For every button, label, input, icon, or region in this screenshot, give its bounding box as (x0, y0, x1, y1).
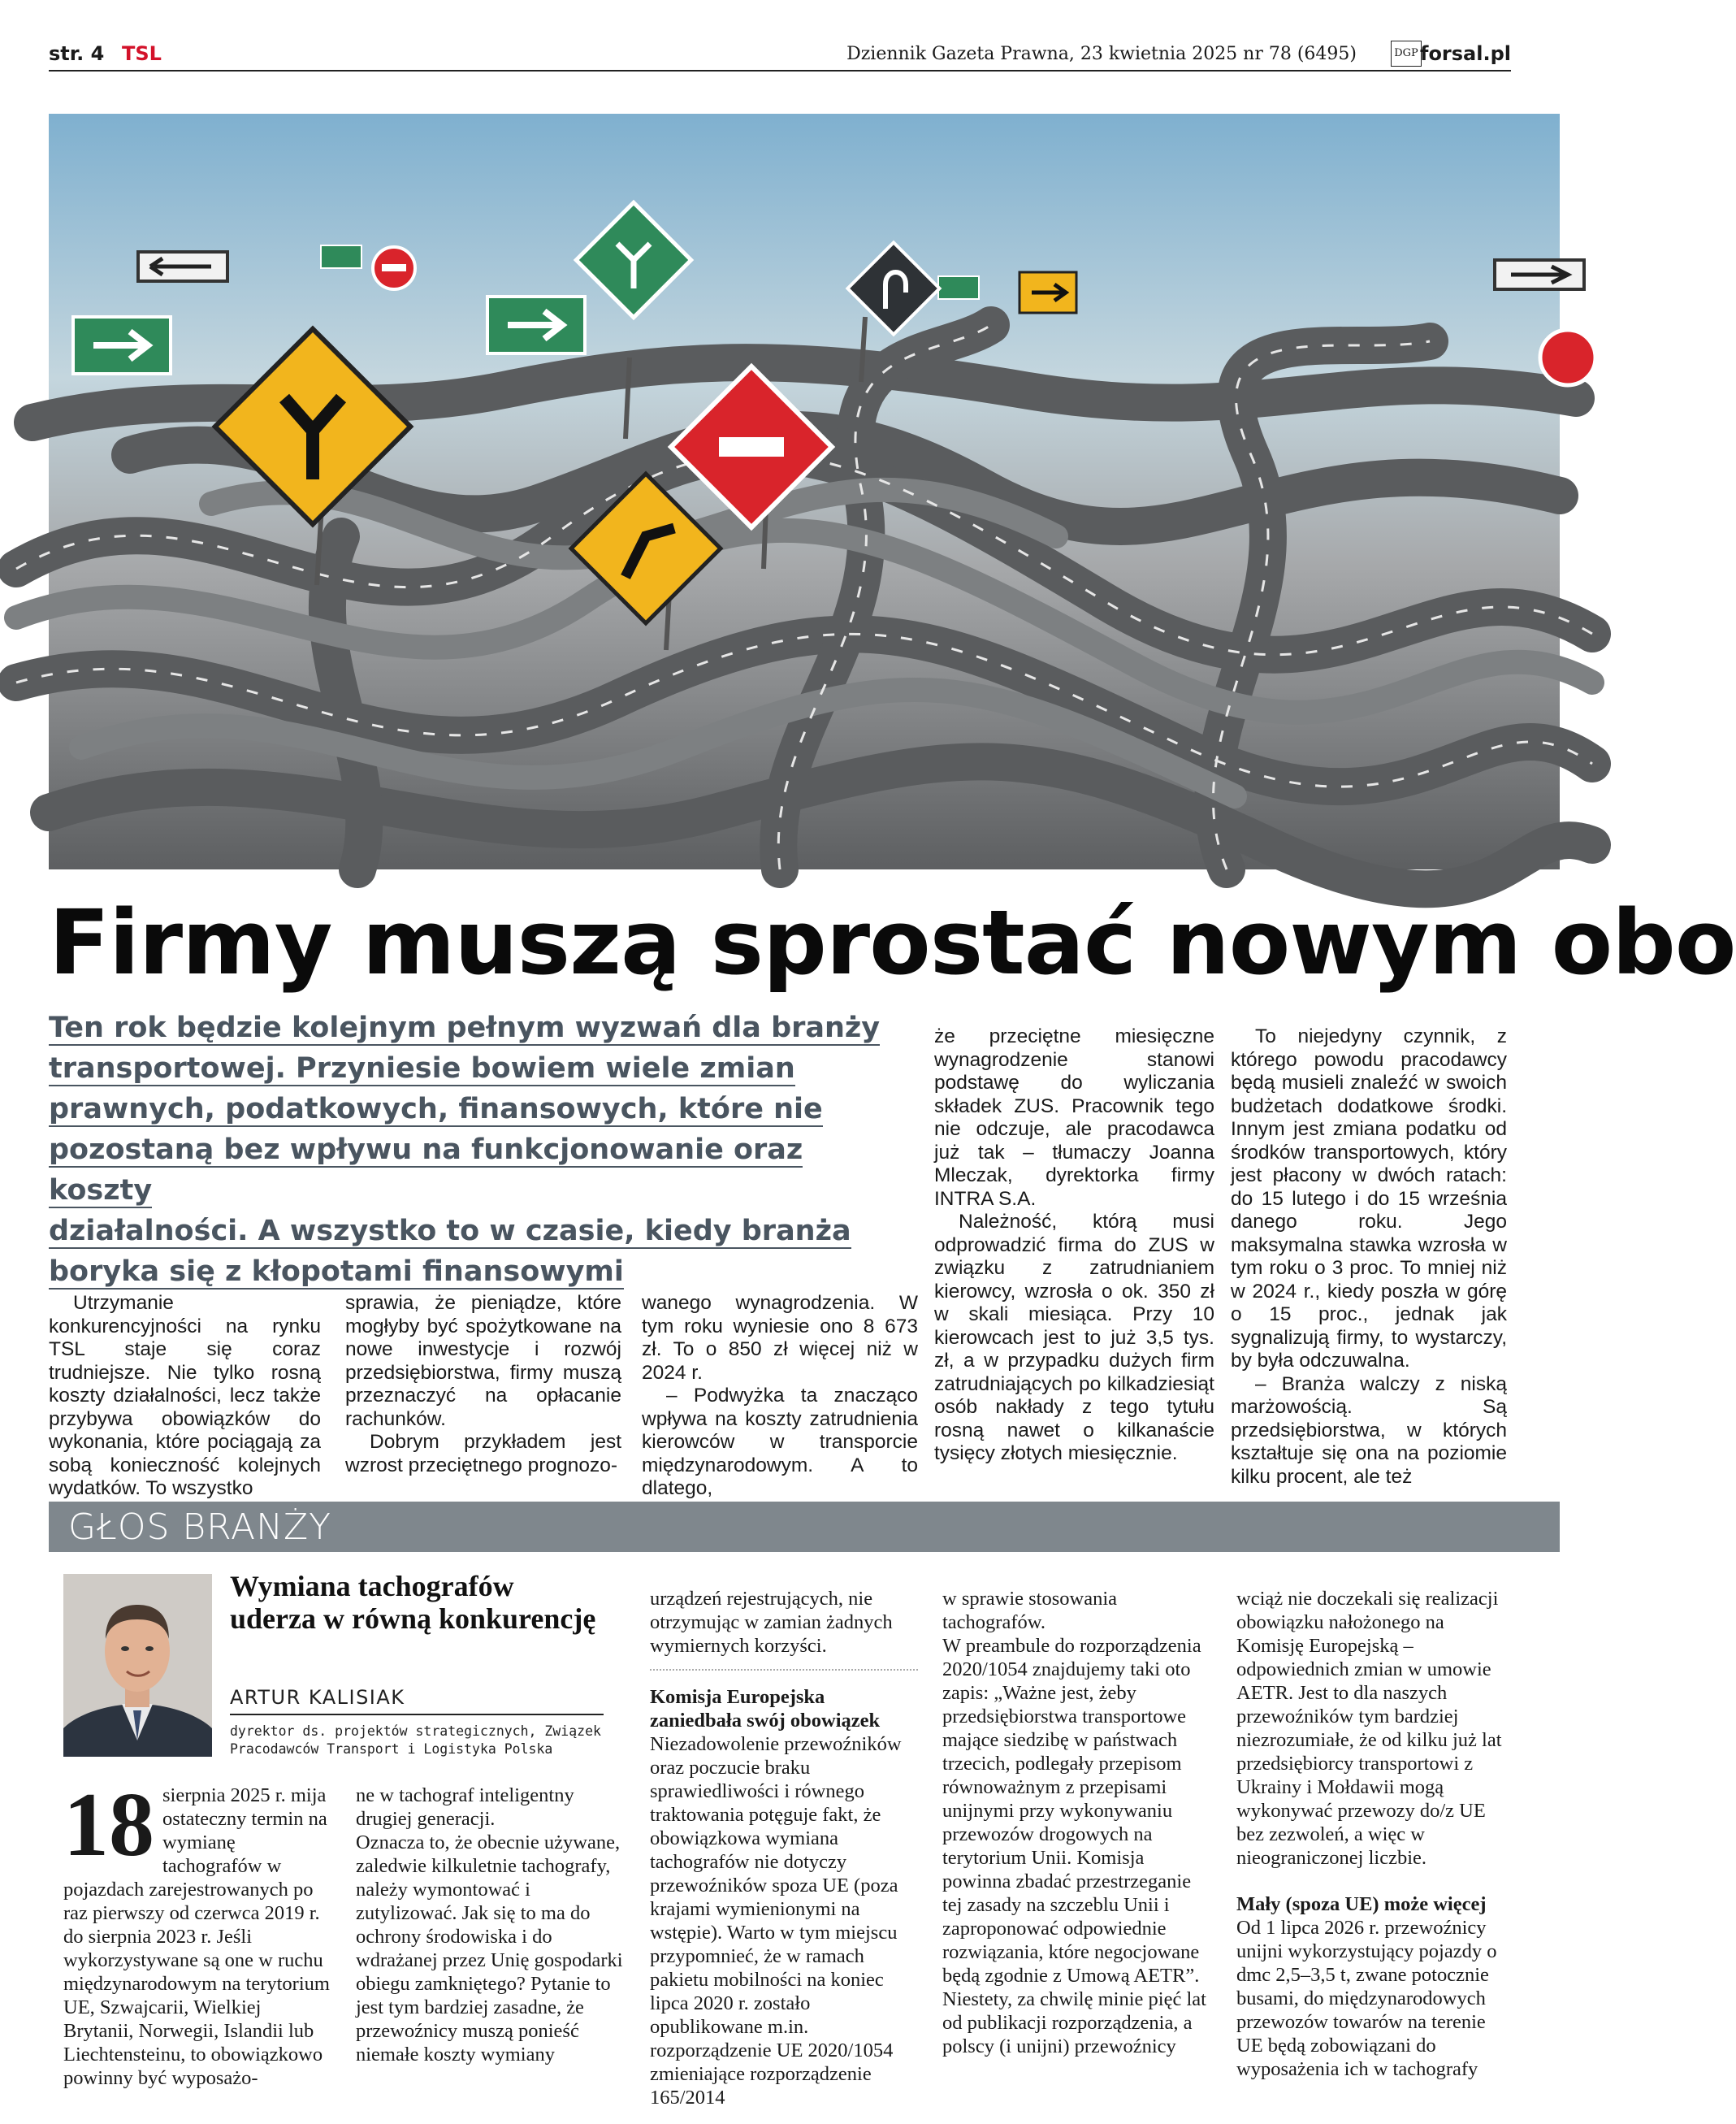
commentary-column-2 (356, 1784, 628, 2066)
lead-line: działalności. A wszystko to w czasie, kiedy branża (49, 1215, 851, 1247)
paragraph: urządzeń rejestrujących, nie otrzymując w zamian żadnych wymiernych korzyści. (650, 1588, 893, 1657)
commentary-column-5 (1236, 1587, 1504, 2081)
page-number: str. 4 (49, 42, 105, 65)
paragraph: Utrzymanie konkurencyjności na rynku TSL staje się coraz trudniejsze. Nie tylko rosną koszty działalności, lecz także przybywa obowiązków do wykonania, które pociągają za sobą konieczność kolejnych wydatków. To wszystko (49, 1292, 321, 1499)
commentary-column-4 (942, 1587, 1210, 2058)
author-role: dyrektor ds. projektów strategicznych, Związek Pracodawców Transport i Logistyka Polska (230, 1723, 601, 1757)
author-name: ARTUR KALISIAK (230, 1686, 604, 1715)
lead-paragraph (49, 1008, 910, 1292)
paragraph: że przeciętne miesięczne wynagrodzenie stanowi podstawę do wyliczania składek ZUS. Pracownik tego nie odczuje, ale pracodawca już tak – tłumaczy Joanna Mleczak, dyrektorka firmy INTRA S.A. (934, 1025, 1214, 1210)
paragraph: – Podwyżka ta znacząco wpływa na koszty zatrudnienia kierowców w transporcie międzynarodowym. A to dlatego, (642, 1385, 918, 1499)
paragraph: Oznacza to, że obecnie używane, zaledwie kilkuletnie tachografy, należy wymontować i zutylizować. Jak się to ma do ochrony środowiska i do wdrażanej przez Unię gospodarki obiegu zamkniętego? Pytanie to jest tym bardziej zasadne, że przewoźnicy muszą ponieść niemałe koszty wymiany (356, 1831, 623, 2065)
article-column-4 (934, 1025, 1214, 1466)
paragraph: wciąż nie doczekali się realizacji obowiązku nałożonego na Komisję Europejską – odpowiednich zmian w umowie AETR. Jest to dla naszych przewoźników tym bardziej niezrozumiałe, że od kilku już lat przedsiębiorcy transportowi z Ukrainy i Mołdawii mogą wykonywać przewozy do/z UE bez zezwoleń, a więc w nieograniczonej liczbie. (1236, 1588, 1502, 1869)
paragraph: w sprawie stosowania tachografów. (942, 1588, 1118, 1633)
paragraph: Dobrym przykładem jest wzrost przeciętnego prognozo- (345, 1431, 621, 1476)
hero-image (49, 114, 1560, 869)
lead-line: prawnych, podatkowych, finansowych, które nie (49, 1093, 823, 1125)
article-column-2 (345, 1292, 621, 1477)
commentary-title: Wymiana tachografów uderza w równą konkurencję (230, 1570, 596, 1635)
lead-line: pozostaną bez wpływu na funkcjonowanie oraz koszty (49, 1134, 803, 1207)
section-name: TSL (122, 42, 162, 65)
paragraph: To niejedyny czynnik, z którego powodu pracodawcy będą musieli znaleźć w swoich budżetach dodatkowe środki. Innym jest zmiana podatku od środków transportowych, który jest płacony w dwóch ratach: do 15 lutego i do 15 września danego roku. Jego maksymalna stawka wzrosła w tym roku o 3 proc. To mniej niż w 2024 r., kiedy poszła w górę o 15 proc., jednak jak sygnalizują firmy, to wystarczy, by była odczuwalna. (1231, 1025, 1507, 1372)
lead-line: transportowej. Przyniesie bowiem wiele zmian (49, 1052, 795, 1085)
paragraph: Niestety, za chwilę minie pięć lat od publikacji rozporządzenia, a polscy (i unijni) przewoźnicy (942, 1988, 1206, 2057)
site-link[interactable]: forsal.pl (1420, 42, 1511, 65)
paragraph: sierpnia 2025 r. mija ostateczny termin na wymianę tachografów w pojazdach zarejestrowanych po raz pierwszy od czerwca 2019 r. do sierpnia 2023 r. Jeśli wykorzystywane są one w ruchu międzynarodowym na terytorium UE, Szwajcarii, Wielkiej Brytanii, Norwegii, Islandii lub Liechtensteinu, to obowiązkowo powinny być wyposażo- (63, 1784, 330, 2089)
paragraph: ne w tachograf inteligentny drugiej generacji. (356, 1784, 574, 1830)
dotted-divider (650, 1669, 918, 1671)
lead-line: boryka się z kłopotami finansowymi (49, 1255, 624, 1288)
tangled-roads-illustration (49, 114, 1560, 869)
article-column-3 (642, 1292, 918, 1501)
paragraph: sprawia, że pieniądze, które mogłyby być spożytkowane na nowe inwestycje i rozwój przedsiębiorstwa, firmy muszą przeznaczyć na opłacanie rachunków. (345, 1292, 621, 1430)
article-column-5 (1231, 1025, 1507, 1489)
commentary-column-3 (650, 1587, 918, 2109)
author-photo (63, 1574, 212, 1757)
commentary-column-1 (63, 1775, 336, 2090)
paragraph: Od 1 lipca 2026 r. przewoźnicy unijni wykorzystujący pojazdy o dmc 2,5–3,5 t, zwane potocznie busami, do międzynarodowych przewozów towarów na terenie UE będą zobowiązani do wyposażenia ich w tachografy (1236, 1917, 1497, 2080)
publication-info: Dziennik Gazeta Prawna, 23 kwietnia 2025 nr 78 (6495) (846, 44, 1357, 64)
drop-cap: 18 (63, 1775, 154, 1875)
author-portrait-icon (63, 1574, 212, 1757)
paragraph: wanego wynagrodzenia. W tym roku wyniesie ono 8 673 zł. To o 850 zł więcej niż w 2024 r. (642, 1292, 918, 1384)
paragraph: W preambule do rozporządzenia 2020/1054 znajdujemy taki oto zapis: „Ważne jest, żeby przedsiębiorstwa transportowe mające siedzibę w państwach trzecich, podlegały przepisom równoważnym z przepisami unijnymi przy wykonywaniu przewozów drogowych na terytorium Unii. Komisja powinna zbadać przestrzeganie tej zasady na szczeblu Unii i zaproponować odpowiednie rozwiązania, które negocjowane będą zgodnie z Umową AETR”. (942, 1635, 1201, 1987)
page-header (49, 41, 1511, 72)
lead-line: Ten rok będzie kolejnym pełnym wyzwań dla branży (49, 1012, 881, 1044)
paragraph: Niezadowolenie przewoźników oraz poczucie braku sprawiedliwości i równego traktowania potęguje fakt, że obowiązkowa wymiana tachografów nie dotyczy przewoźników spoza UE (poza krajami wymienionymi na wstępie). Warto w tym miejscu przypomnieć, że w ramach pakietu mobilności na koniec lipca 2020 r. zostało opublikowane m.in. rozporządzenie UE 2020/1054 zmieniające rozporządzenie 165/2014 (650, 1733, 902, 2109)
section-bar-title: GŁOS BRANŻY (68, 1506, 332, 1548)
dgp-logo: DGP (1391, 41, 1422, 67)
paragraph: Należność, którą musi odprowadzić firma do ZUS w związku z zatrudnianiem kierowcy, wzrosła o ok. 350 zł w skali miesiąca. Przy 10 kierowcach jest to już 3,5 tys. zł, a w przypadku dużych firm zatrudniających po kilkadziesiąt osób nakłady z tego tytułu rosną nawet o kilkanaście tysięcy złotych miesięcznie. (934, 1211, 1214, 1464)
subheading: Mały (spoza UE) może więcej (1236, 1893, 1487, 1915)
paragraph: – Branża walczy z niską marżowością. Są przedsiębiorstwa, w których kształtuje się ona na poziomie kilku procent, ale też (1231, 1372, 1507, 1488)
article-column-1 (49, 1292, 321, 1501)
section-bar (49, 1502, 1560, 1552)
headline: Firmy muszą sprostać nowym obo (49, 891, 1736, 995)
subheading: Komisja Europejska zaniedbała swój obowiązek (650, 1686, 881, 1732)
